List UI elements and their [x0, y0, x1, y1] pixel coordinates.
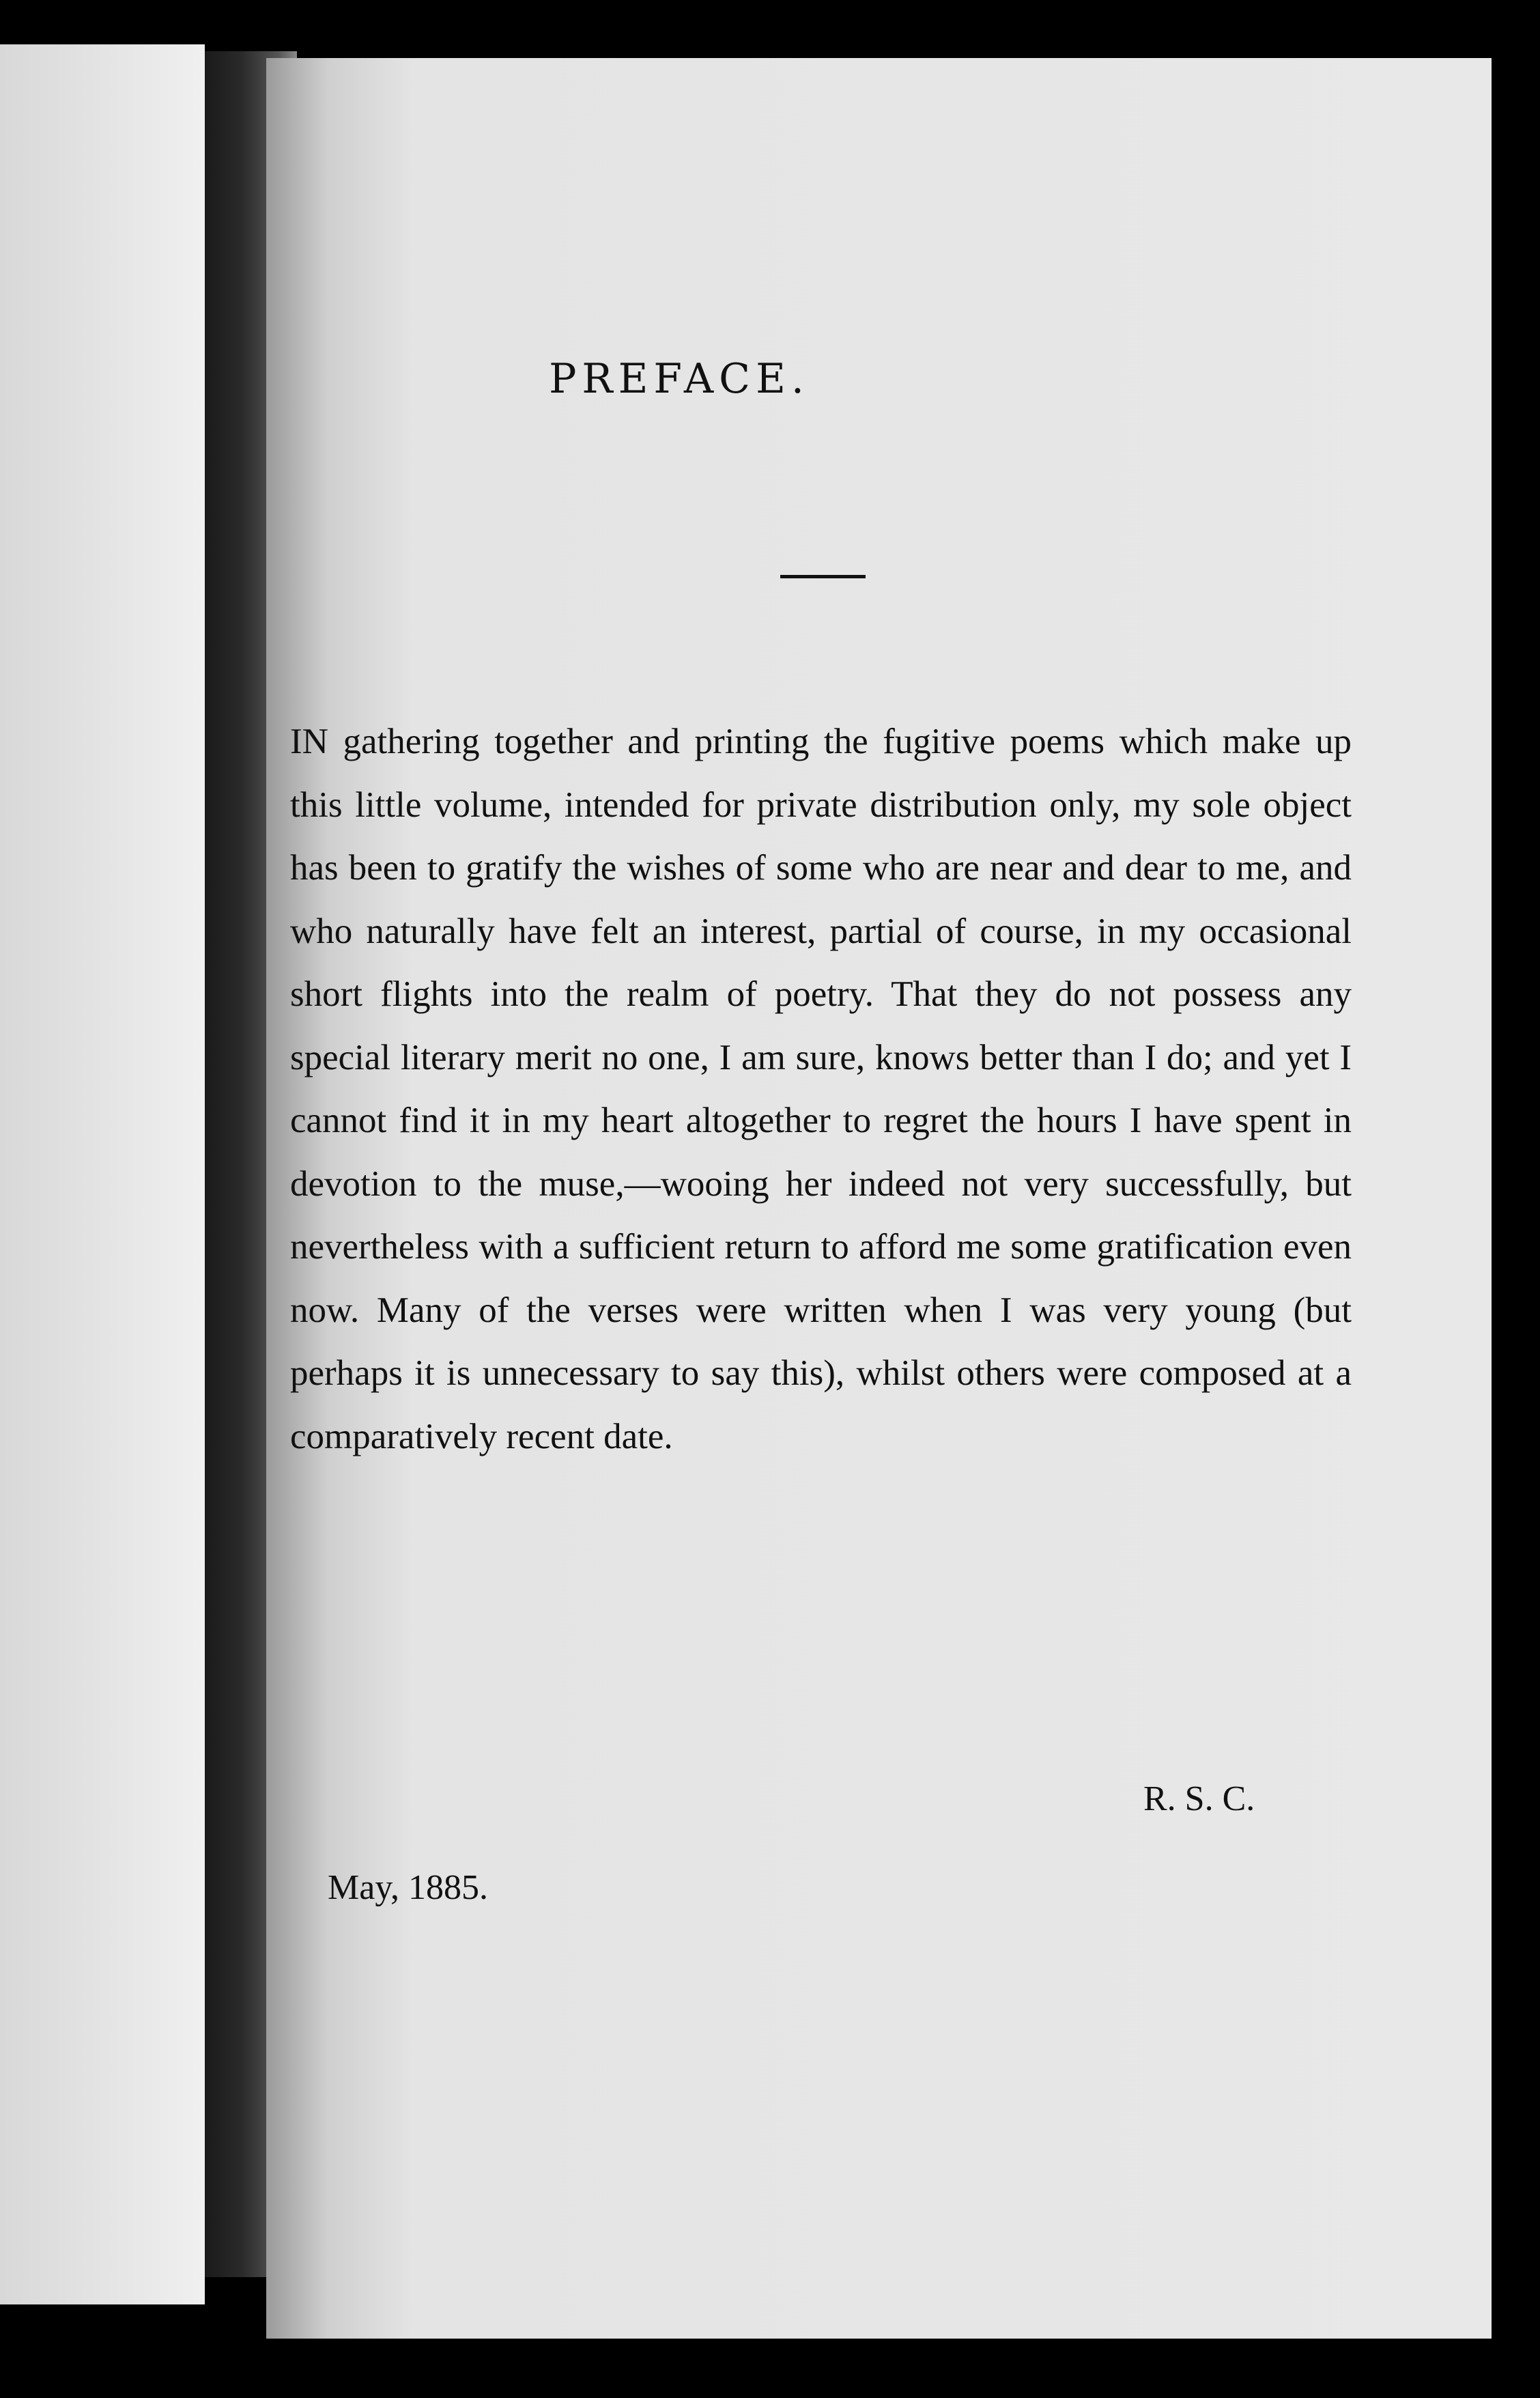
page-title: PREFACE. [549, 355, 810, 403]
preface-date: May, 1885. [328, 1868, 488, 1907]
preface-body: IN gathering together and printing the fugitive poems which make up this little volume, intended for private distribution only, my sole object has been to gratify the wishes of some who are near and dear to me, and who naturally have felt an interest, partial of course, in my occasional short flights into the realm of poetry. That they do not possess any special literary merit no one, I am sure, knows better than I do; and yet I cannot find it in my heart altogether to regret the hours I have spent in devotion to the muse,—wooing her indeed not very successfully, but nevertheless with a sufficient return to afford me some gratification even now. Many of the verses were written when I was very young (but perhaps it is unnecessary to say this), whilst others were composed at a comparatively recent date. [290, 722, 1352, 1456]
author-initials: R. S. C. [1143, 1779, 1255, 1818]
title-divider [780, 575, 866, 578]
